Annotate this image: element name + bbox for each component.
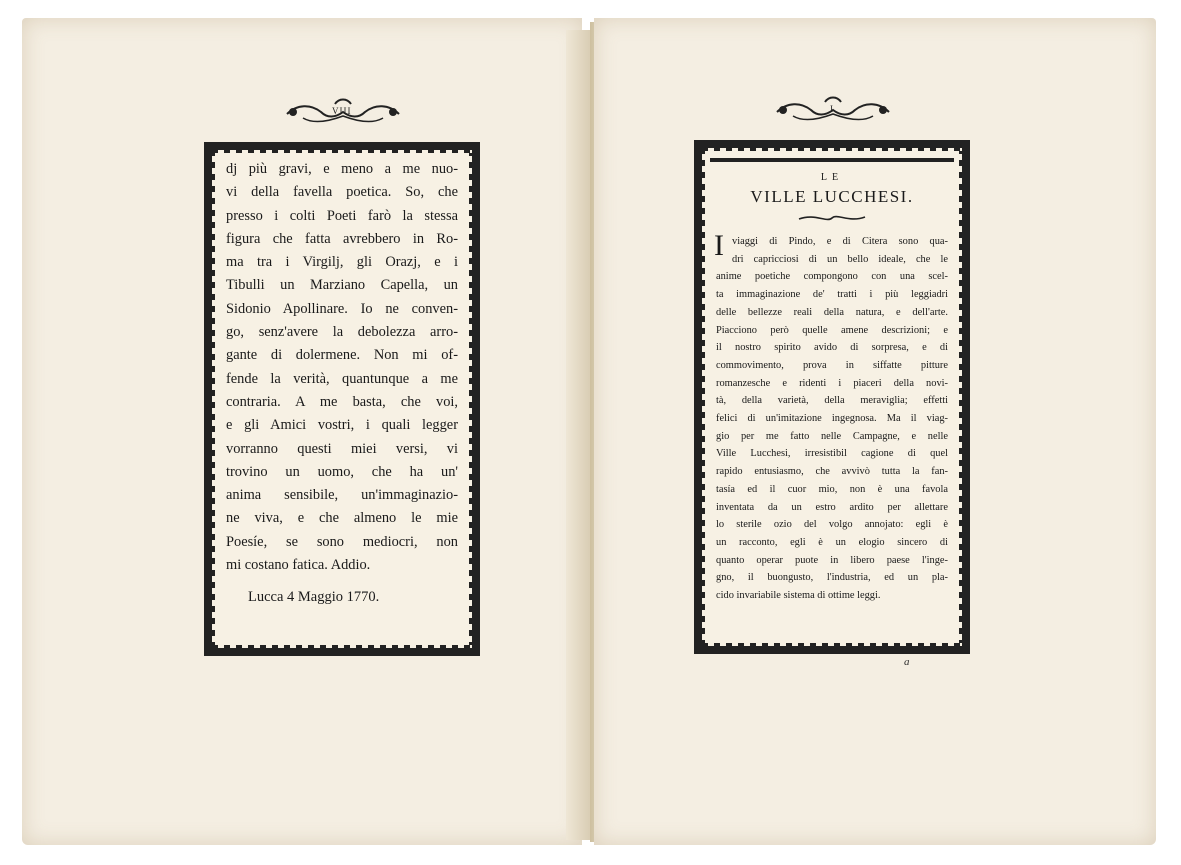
text-line: ne viva, e che almeno le mie xyxy=(226,510,458,527)
title-rule xyxy=(710,158,954,162)
text-line: Piacciono però quelle amene descrizioni; e xyxy=(716,324,948,336)
signature-mark: a xyxy=(904,656,910,668)
left-body-text xyxy=(226,158,458,577)
drop-cap: I xyxy=(714,229,724,262)
text-line: trovino un uomo, che ha un' xyxy=(226,463,458,480)
right-body-text xyxy=(714,229,948,605)
ornamental-border-left xyxy=(204,142,480,656)
text-line: viaggi di Pindo, e di Citera sono qua- xyxy=(732,236,948,247)
text-line: gno, il buongusto, l'industria, ed un pla- xyxy=(716,572,948,584)
text-line: vi della favella poetica. So, che xyxy=(226,184,458,201)
text-line: gante di dolermene. Non mi of- xyxy=(226,347,458,364)
text-line: felici di un'imitazione ingegnosa. Ma il viag- xyxy=(716,413,948,425)
text-line: presso i colti Poeti farò la stessa xyxy=(226,207,458,224)
text-line: Ville Lucchesi, irresistibil cagione di quel xyxy=(716,448,948,460)
text-line: fende la verità, quantunque a me xyxy=(226,370,458,387)
text-line: rapido entusiasmo, che avvivò tutta la fan- xyxy=(716,466,948,478)
text-line: anime poetiche compongono con una scel- xyxy=(716,271,948,283)
text-line: tasía ed il cuor mio, non è una favola xyxy=(716,483,948,495)
title-small: LE xyxy=(820,172,844,183)
text-line: delle bellezze reali della natura, e dell'arte. xyxy=(716,306,948,318)
text-line: quanto operar puote in libero paese l'inge- xyxy=(716,554,948,566)
text-line: dri capricciosi di un bello ideale, che le xyxy=(732,253,948,265)
dateline: Lucca 4 Maggio 1770. xyxy=(248,589,380,606)
text-line: contraria. A me basta, che voi, xyxy=(226,393,458,410)
text-line: lo sterile ozio del volgo annojato: egli è xyxy=(716,519,948,531)
text-line: inventata da un estro ardito per allettare xyxy=(716,501,948,513)
text-line: gio per me fatto nelle Campagne, e nelle xyxy=(716,430,948,442)
text-line: il nostro spirito avido di sorpresa, e di xyxy=(716,342,948,354)
text-line: mi costano fatica. Addio. xyxy=(226,557,371,574)
text-line: ta immaginazione de' tratti i più leggiadri xyxy=(716,289,948,301)
text-line: dj più gravi, e meno a me nuo- xyxy=(226,161,458,177)
text-line: un racconto, egli è un elogio sincero di xyxy=(716,536,948,548)
text-line: cido invariabile sistema di ottime leggi. xyxy=(716,590,881,602)
page-number: I xyxy=(830,104,834,114)
text-line: romanzesche e ridenti i piaceri della novi- xyxy=(716,377,948,389)
text-line: ma tra i Virgilj, gli Orazj, e i xyxy=(226,254,458,271)
text-line: e gli Amici vostri, i quali legger xyxy=(226,417,458,434)
ornamental-border-right xyxy=(694,140,970,654)
text-block-right xyxy=(702,148,962,646)
text-line: tà, della varietà, della meraviglia; effetti xyxy=(716,395,948,407)
text-line: Tibulli un Marziano Capella, un xyxy=(226,277,458,294)
text-line: commovimento, prova in siffatte pitture xyxy=(716,359,948,371)
book-gutter-left xyxy=(566,30,590,840)
text-line: anima sensibile, un'immaginazio- xyxy=(226,487,458,504)
text-line: vorranno questi miei versi, vi xyxy=(226,440,458,457)
text-line: figura che fatta avrebbero in Ro- xyxy=(226,230,458,247)
page-number: VIII xyxy=(332,106,352,116)
text-line: go, senz'avere la debolezza arro- xyxy=(226,324,458,341)
text-line: Sidonio Apollinare. Io ne conven- xyxy=(226,300,458,317)
text-block-left xyxy=(212,150,472,648)
text-line: Poesíe, se sono mediocri, non xyxy=(226,533,458,550)
swash-ornament-icon xyxy=(797,213,867,223)
chapter-title: VILLE LUCCHESI. xyxy=(750,187,914,206)
